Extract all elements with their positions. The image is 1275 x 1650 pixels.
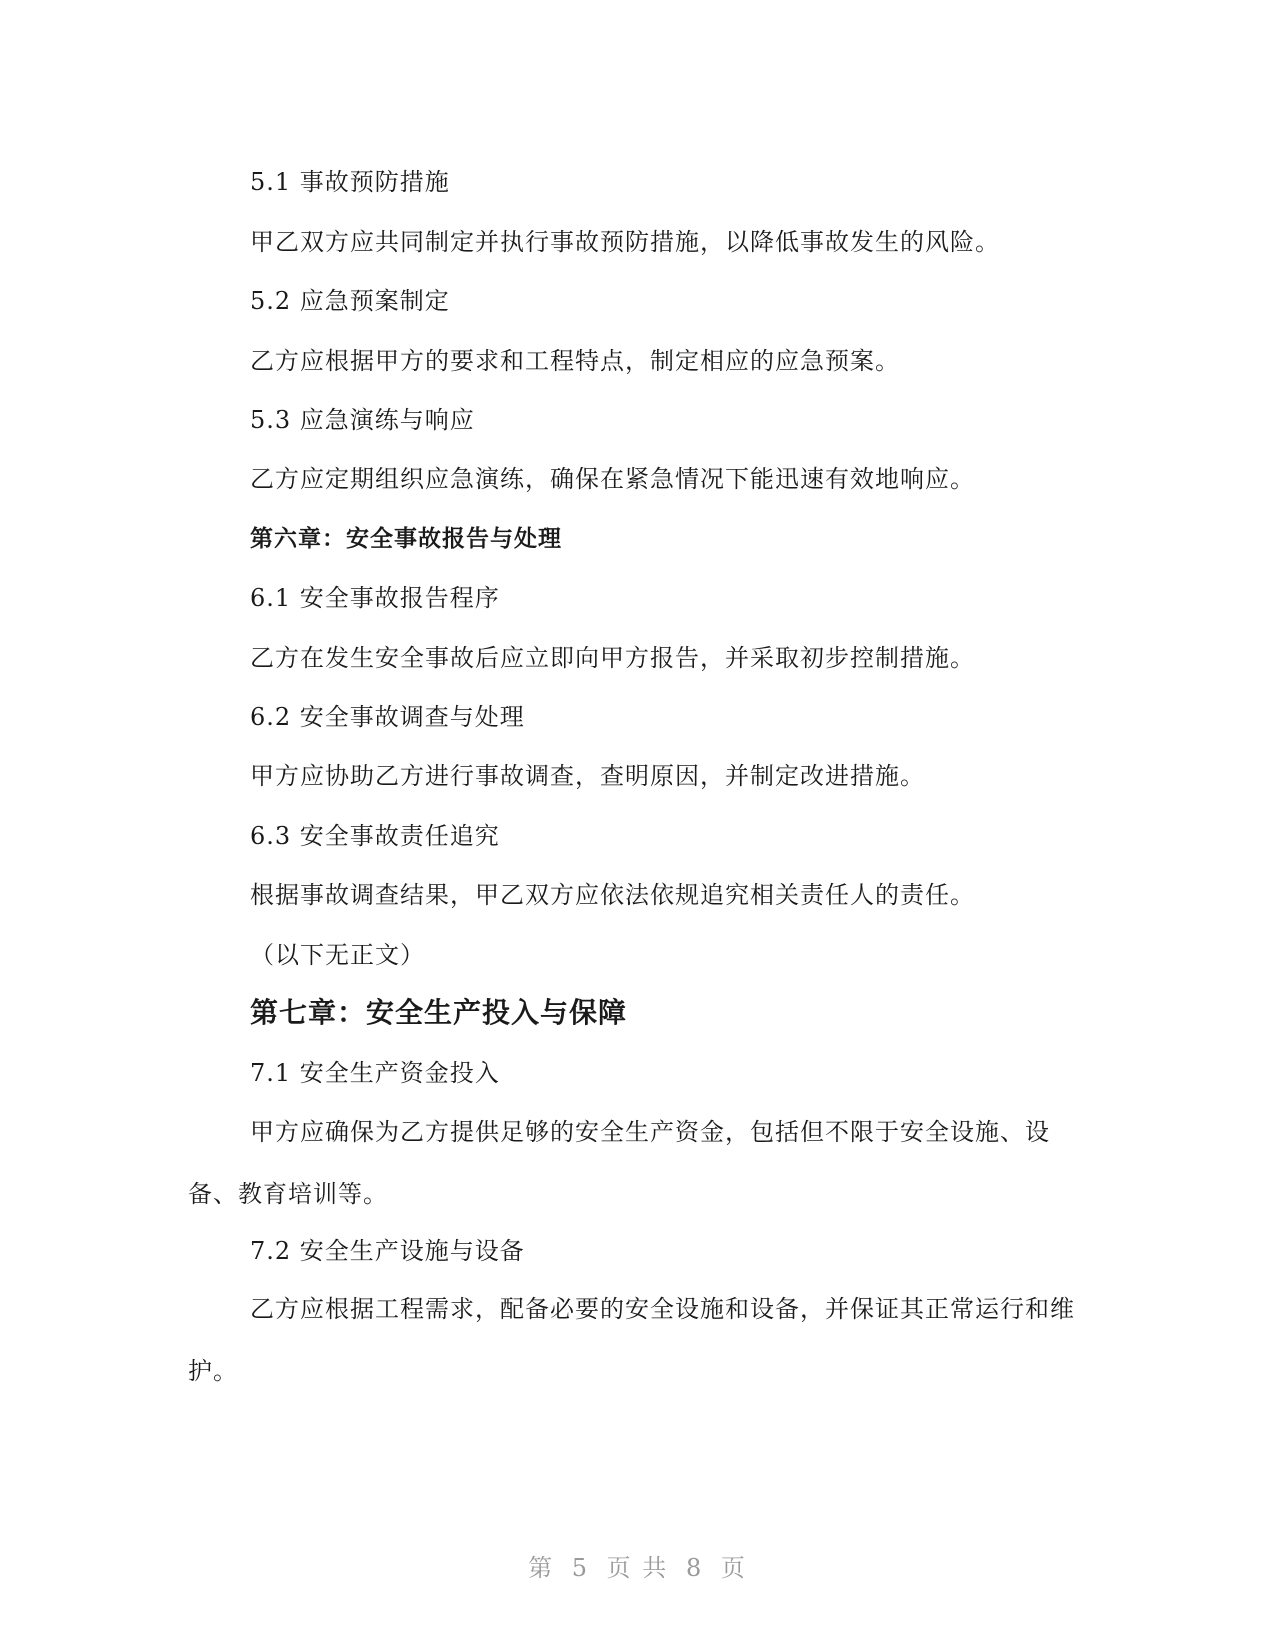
section-5-2-text: 乙方应根据甲方的要求和工程特点，制定相应的应急预案。 <box>250 347 900 375</box>
footer-prefix: 第 <box>528 1554 555 1582</box>
section-7-2-text: 乙方应根据工程需求，配备必要的安全设施和设备，并保证其正常运行和维护。 <box>188 1295 1075 1385</box>
section-7-1-text: 甲方应确保为乙方提供足够的安全生产资金，包括但不限于安全设施、设备、教育培训等。 <box>188 1118 1050 1208</box>
section-5-3-text: 乙方应定期组织应急演练，确保在紧急情况下能迅速有效地响应。 <box>250 465 975 493</box>
section-6-2-title: 6.2 安全事故调查与处理 <box>250 703 525 731</box>
section-6-1-title: 6.1 安全事故报告程序 <box>250 584 500 612</box>
section-5-2-title: 5.2 应急预案制定 <box>250 287 450 315</box>
end-note: （以下无正文） <box>250 941 425 969</box>
section-6-3-text: 根据事故调查结果，甲乙双方应依法依规追究相关责任人的责任。 <box>250 881 975 909</box>
section-7-1-title: 7.1 安全生产资金投入 <box>250 1059 500 1087</box>
section-5-1-title: 5.1 事故预防措施 <box>250 168 450 196</box>
section-7-2-title: 7.2 安全生产设施与设备 <box>250 1237 525 1265</box>
footer-page-number: 5 <box>571 1554 590 1582</box>
footer-total-pages: 8 <box>685 1554 704 1582</box>
chapter-7-heading: 第七章：安全生产投入与保障 <box>250 996 628 1029</box>
page-footer <box>0 1548 1275 1583</box>
section-6-3-title: 6.3 安全事故责任追究 <box>250 822 500 850</box>
footer-suffix: 页 <box>720 1554 747 1582</box>
section-6-2-text: 甲方应协助乙方进行事故调查，查明原因，并制定改进措施。 <box>250 762 925 790</box>
section-6-1-text: 乙方在发生安全事故后应立即向甲方报告，并采取初步控制措施。 <box>250 644 975 672</box>
section-5-3-title: 5.3 应急演练与响应 <box>250 406 475 434</box>
footer-middle: 页 共 <box>606 1554 669 1582</box>
section-5-1-text: 甲乙双方应共同制定并执行事故预防措施，以降低事故发生的风险。 <box>250 228 1000 256</box>
chapter-6-heading: 第六章：安全事故报告与处理 <box>250 526 562 552</box>
